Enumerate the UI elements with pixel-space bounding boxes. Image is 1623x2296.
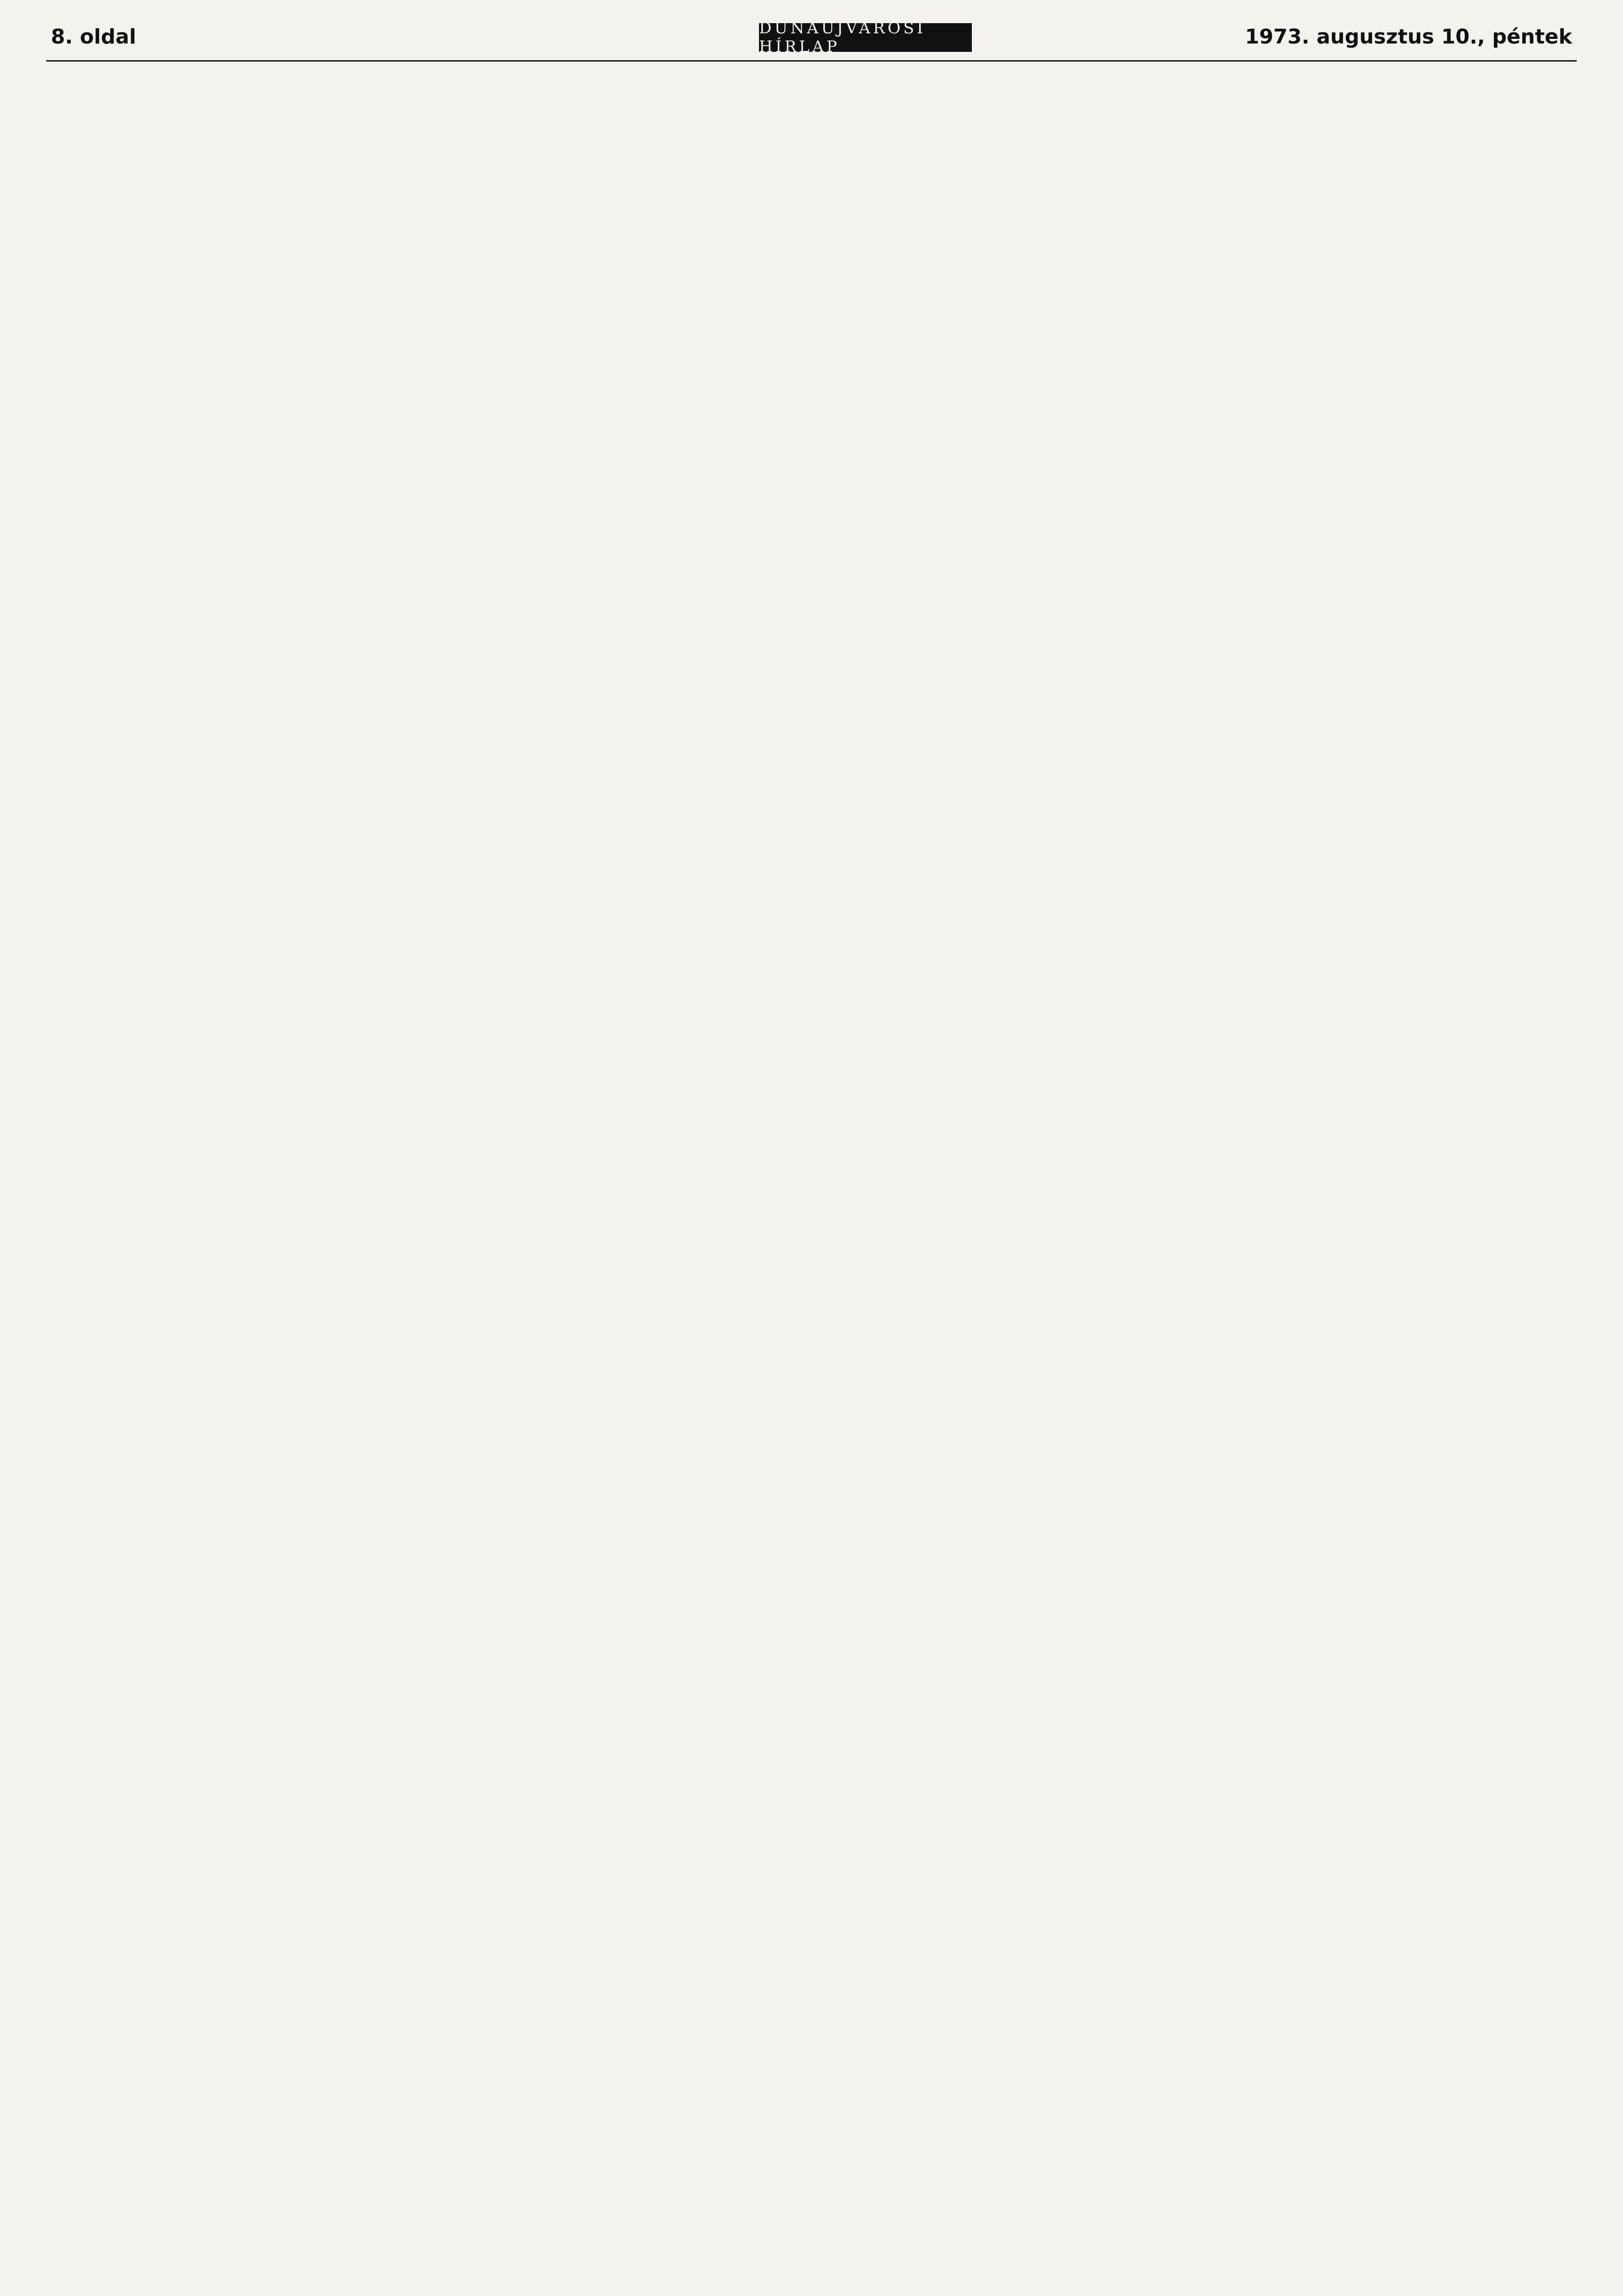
page-header xyxy=(46,19,1577,62)
page-label: 8. oldal xyxy=(51,25,137,49)
date-label: 1973. augusztus 10., péntek xyxy=(1245,25,1572,49)
masthead: DUNAÚJVÁROSI HÍRLAP xyxy=(759,23,972,52)
